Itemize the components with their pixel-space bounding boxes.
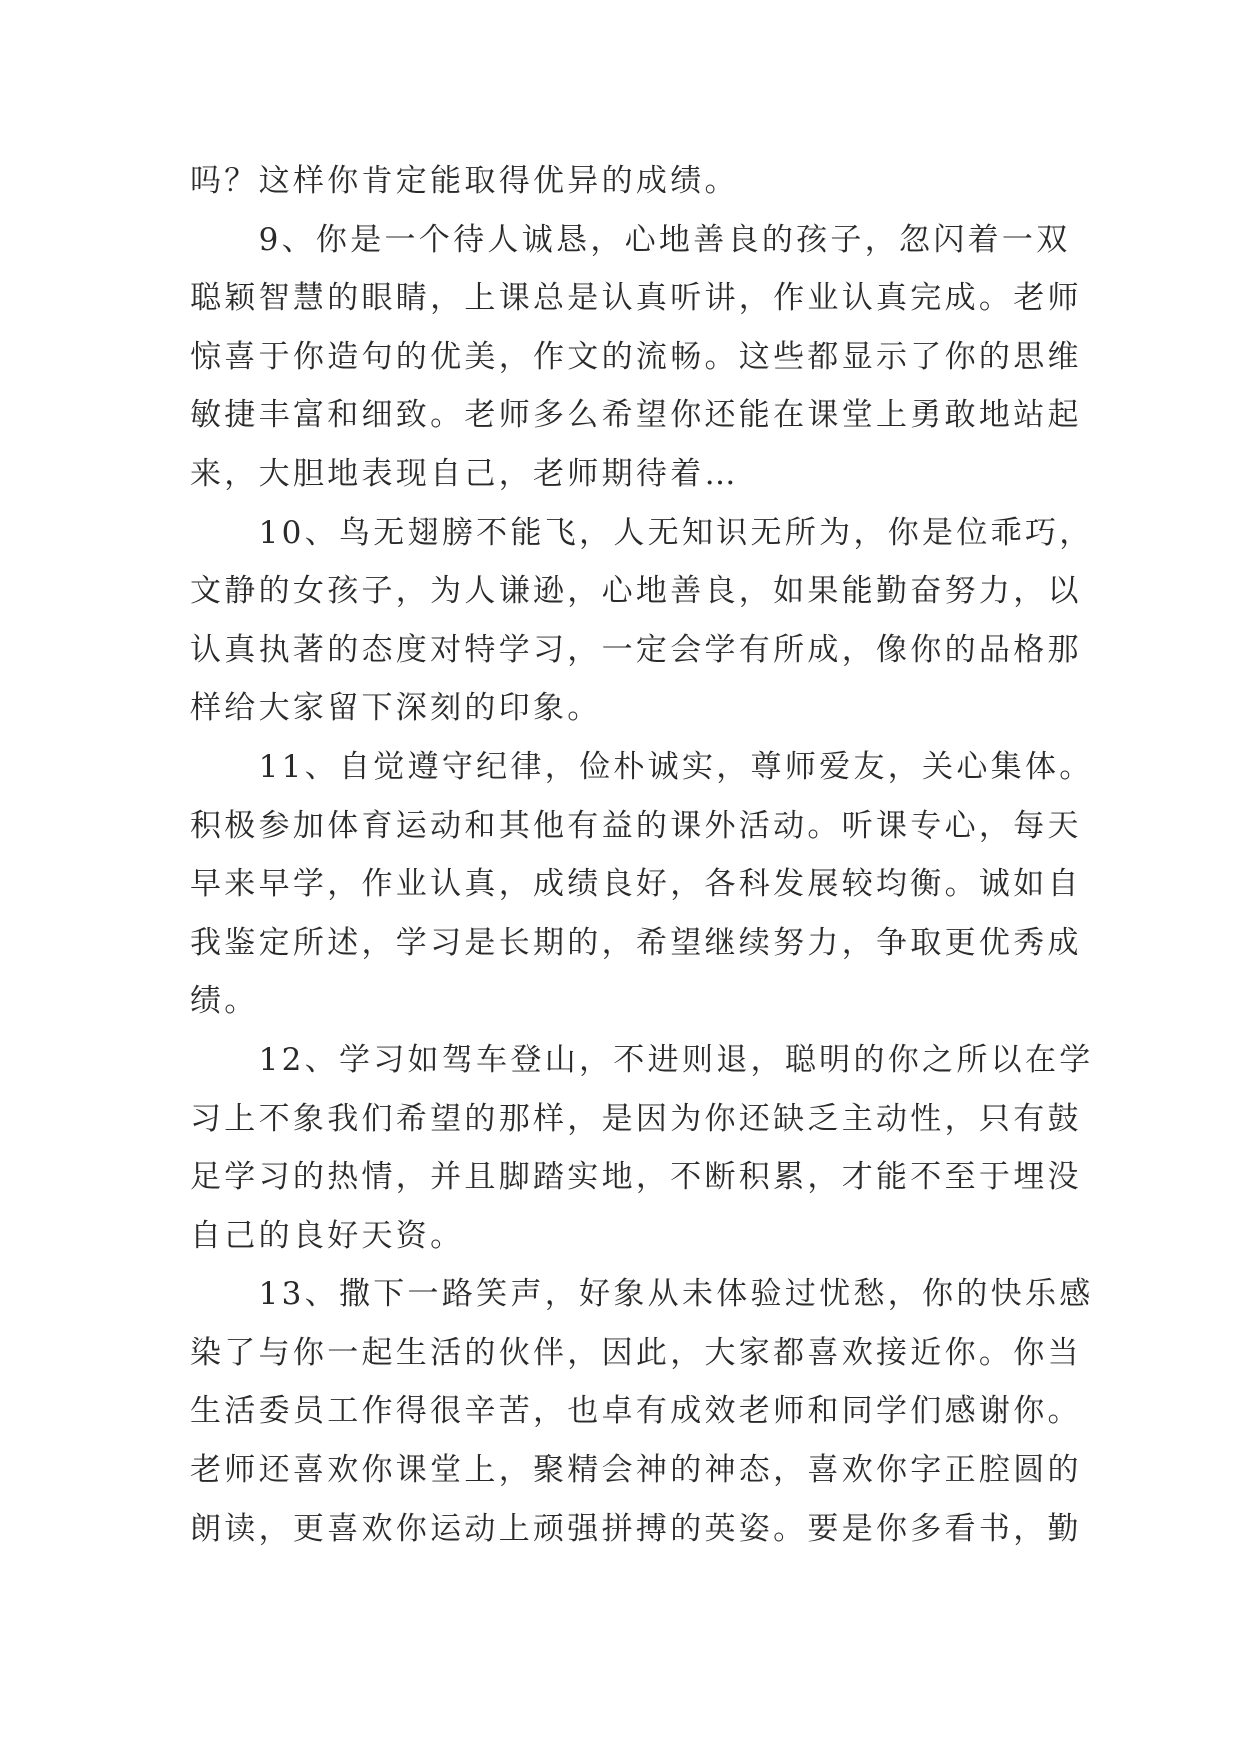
text-line: 早来早学，作业认真，成绩良好，各科发展较均衡。诚如自 [190,866,1082,903]
text-line: 吗？这样你肯定能取得优异的成绩。 [190,163,739,199]
text-line: 生活委员工作得很辛苦，也卓有成效老师和同学们感谢你。 [190,1393,1082,1430]
text-line: 染了与你一起生活的伙伴，因此，大家都喜欢接近你。你当 [190,1334,1082,1371]
text-line: 文静的女孩子，为人谦逊，心地善良，如果能勤奋努力，以 [190,573,1082,610]
text-line: 习上不象我们希望的那样，是因为你还缺乏主动性，只有鼓 [190,1100,1082,1137]
text-line: 绩。 [190,983,259,1020]
text-line: 我鉴定所述，学习是长期的，希望继续努力，争取更优秀成 [190,924,1082,961]
paragraph-12-start: 12、学习如驾车登山，不进则退，聪明的你之所以在学 [190,1041,1094,1078]
text-line: 老师还喜欢你课堂上，聚精会神的神态，喜欢你字正腔圆的 [190,1452,1082,1489]
text-line: 惊喜于你造句的优美，作文的流畅。这些都显示了你的思维 [190,338,1082,375]
text-line: 敏捷丰富和细致。老师多么希望你还能在课堂上勇敢地站起 [190,397,1082,434]
document-body [190,152,1094,1558]
paragraph-11-start: 11、自觉遵守纪律，俭朴诚实，尊师爱友，关心集体。 [190,748,1094,785]
text-line: 认真执著的态度对特学习，一定会学有所成，像你的品格那 [190,631,1082,668]
paragraph-9-start: 9、你是一个待人诚恳，心地善良的孩子，忽闪着一双 [190,221,1071,258]
text-line: 积极参加体育运动和其他有益的课外活动。听课专心，每天 [190,807,1082,844]
text-line: 聪颖智慧的眼睛，上课总是认真听讲，作业认真完成。老师 [190,280,1082,317]
paragraph-13-start: 13、撒下一路笑声，好象从未体验过忧愁，你的快乐感 [190,1276,1094,1313]
text-line: 朗读，更喜欢你运动上顽强拼搏的英姿。要是你多看书，勤 [190,1510,1082,1547]
text-line: 自己的良好天资。 [190,1217,465,1254]
text-line: 足学习的热情，并且脚踏实地，不断积累，才能不至于埋没 [190,1159,1082,1196]
paragraph-10-start: 10、鸟无翅膀不能飞，人无知识无所为，你是位乖巧， [190,514,1094,551]
text-line: 来，大胆地表现自己，老师期待着… [190,455,739,492]
text-line: 样给大家留下深刻的印象。 [190,690,602,727]
